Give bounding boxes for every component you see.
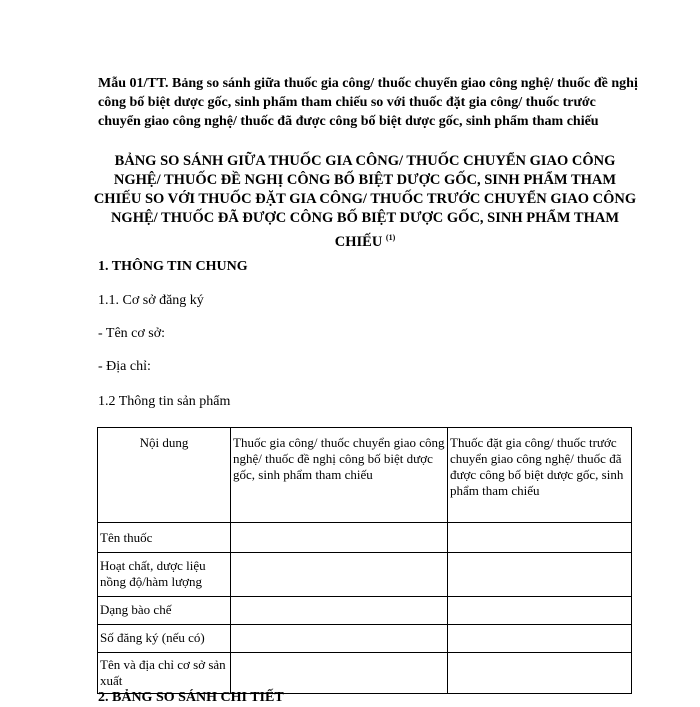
- table-cell[interactable]: [448, 553, 632, 597]
- section-2-heading: 2. BẢNG SO SÁNH CHI TIẾT: [98, 690, 284, 705]
- table-row: [98, 553, 632, 597]
- subsection-product-info: 1.2 Thông tin sản phẩm: [98, 394, 231, 409]
- row-label-drug-name: Tên thuốc: [98, 523, 231, 553]
- table-row: [98, 597, 632, 625]
- facility-name-label: - Tên cơ sở:: [98, 326, 166, 341]
- row-label-active-ingredient: Hoạt chất, dược liệu nồng độ/hàm lượng: [98, 553, 231, 597]
- product-info-table: [97, 427, 632, 694]
- table-cell[interactable]: [448, 597, 632, 625]
- section-1-heading: 1. THÔNG TIN CHUNG: [98, 259, 248, 274]
- row-label-dosage-form: Dạng bào chế: [98, 597, 231, 625]
- table-cell[interactable]: [231, 625, 448, 653]
- table-cell[interactable]: [448, 653, 632, 694]
- main-heading-text: BẢNG SO SÁNH GIỮA THUỐC GIA CÔNG/ THUỐC CHUYỂN GIAO CÔNG NGHỆ/ THUỐC ĐỀ NGHỊ CÔNG BỐ BIỆT DƯỢC GỐC, SINH PHẨM THAM CHIẾU SO VỚI THUỐC ĐẶT GIA CÔNG/ THUỐC TRƯỚC CHUYỂN GIAO CÔNG NGHỆ/ THUỐC ĐÃ ĐƯỢC CÔNG BỐ BIỆT DƯỢC GỐC, SINH PHẨM THAM CHIẾU: [93, 153, 637, 250]
- row-label-registration-number: Số đăng ký (nếu có): [98, 625, 231, 653]
- table-cell[interactable]: [448, 625, 632, 653]
- table-cell[interactable]: [231, 653, 448, 694]
- row-label-manufacturer: Tên và địa chỉ cơ sở sản xuất: [98, 653, 231, 694]
- header-original-drug: Thuốc đặt gia công/ thuốc trước chuyển giao công nghệ/ thuốc đã được công bố biệt dược gốc, sinh phẩm tham chiếu: [448, 428, 632, 523]
- table-cell[interactable]: [231, 523, 448, 553]
- facility-address-label: - Địa chỉ:: [98, 359, 151, 374]
- subsection-registration-facility: 1.1. Cơ sở đăng ký: [98, 293, 204, 308]
- table-cell[interactable]: [231, 597, 448, 625]
- main-heading: [90, 152, 640, 252]
- header-processed-drug: Thuốc gia công/ thuốc chuyển giao công nghệ/ thuốc đề nghị công bố biệt dược gốc, sinh phẩm tham chiếu: [231, 428, 448, 523]
- table-row: [98, 625, 632, 653]
- table-header-row: [98, 428, 632, 523]
- table-row: [98, 653, 632, 694]
- table-row: [98, 523, 632, 553]
- header-content: Nội dung: [98, 428, 231, 523]
- form-title: Mẫu 01/TT. Bảng so sánh giữa thuốc gia công/ thuốc chuyển giao công nghệ/ thuốc đề nghị công bố biệt dược gốc, sinh phẩm tham chiếu so với thuốc đặt gia công/ thuốc trước chuyển giao công nghệ/ thuốc đã được công bố biệt dược gốc, sinh phẩm tham chiếu: [98, 76, 638, 129]
- table-cell[interactable]: [448, 523, 632, 553]
- table-cell[interactable]: [231, 553, 448, 597]
- footnote-marker: (1): [385, 233, 396, 242]
